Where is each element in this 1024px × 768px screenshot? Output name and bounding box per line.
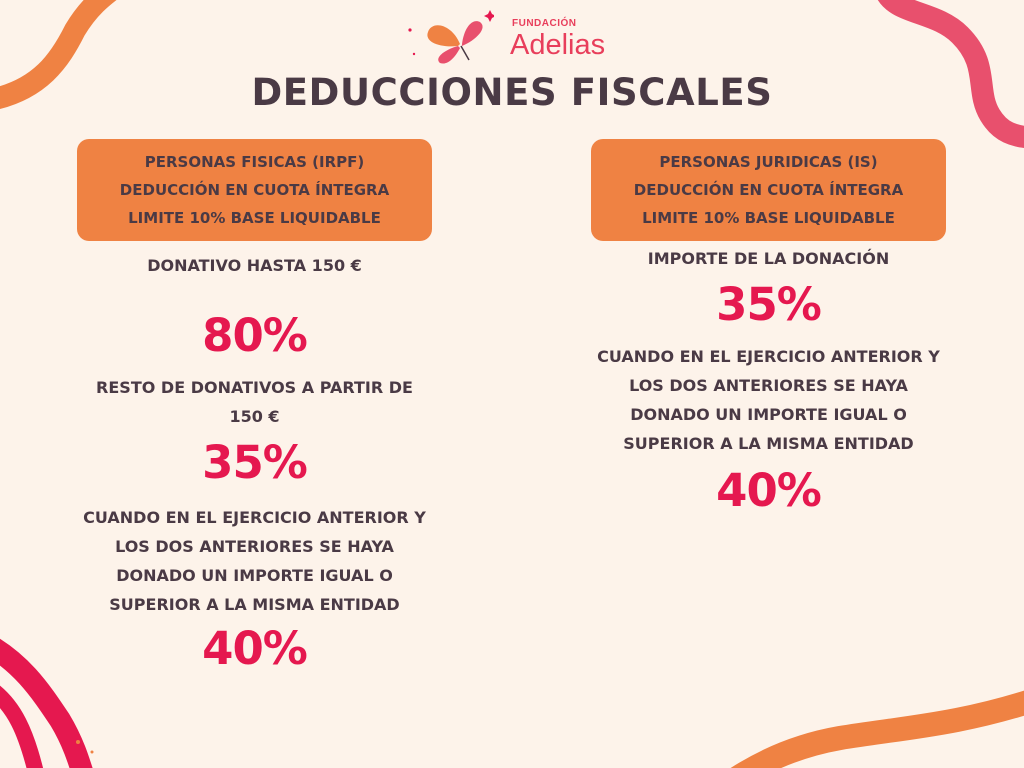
left-item1-text: DONATIVO HASTA 150 € [147,256,362,275]
left-header-line-1: PERSONAS FISICAS (IRPF) [144,153,365,171]
right-item1-percent: 35% [716,278,821,331]
bottom-right-orange-wave [720,698,1024,768]
left-item2-percent: 35% [202,436,307,489]
right-item1-text: IMPORTE DE LA DONACIÓN [647,249,890,268]
left-header-line-2: DEDUCCIÓN EN CUOTA ÍNTEGRA [119,181,390,199]
butterfly-icon [404,8,494,64]
right-header-line-1: PERSONAS JURIDICAS (IS) [659,153,878,171]
page-title: DEDUCCIONES FISCALES [251,71,773,114]
right-header-line-3: LIMITE 10% BASE LIQUIDABLE [642,209,895,227]
left-item3-text: CUANDO EN EL EJERCICIO ANTERIOR Y LOS DOS ANTERIORES SE HAYA DONADO UN IMPORTE IGUAL O SUPERIOR A LA MISMA ENTIDAD [83,508,426,614]
left-header-box [77,139,432,241]
left-item3-percent: 40% [202,622,307,675]
left-item1-percent: 80% [202,309,307,362]
foundation-logo [404,8,634,64]
right-item2-text: CUANDO EN EL EJERCICIO ANTERIOR Y LOS DOS ANTERIORES SE HAYA DONADO UN IMPORTE IGUAL O SUPERIOR A LA MISMA ENTIDAD [597,347,940,453]
logo-brand-name: Adelias [510,29,606,61]
bottom-left-red-wave-outer [0,640,88,768]
right-header-box [591,139,946,241]
sparkle-dots [76,740,852,754]
bottom-left-red-wave-inner [0,682,40,768]
left-item2-text: RESTO DE DONATIVOS A PARTIR DE 150 € [96,378,413,426]
left-header-line-3: LIMITE 10% BASE LIQUIDABLE [128,209,381,227]
right-header-line-2: DEDUCCIÓN EN CUOTA ÍNTEGRA [633,181,904,199]
logo-foundation-label: FUNDACIÓN [512,18,577,29]
right-item2-percent: 40% [716,464,821,517]
